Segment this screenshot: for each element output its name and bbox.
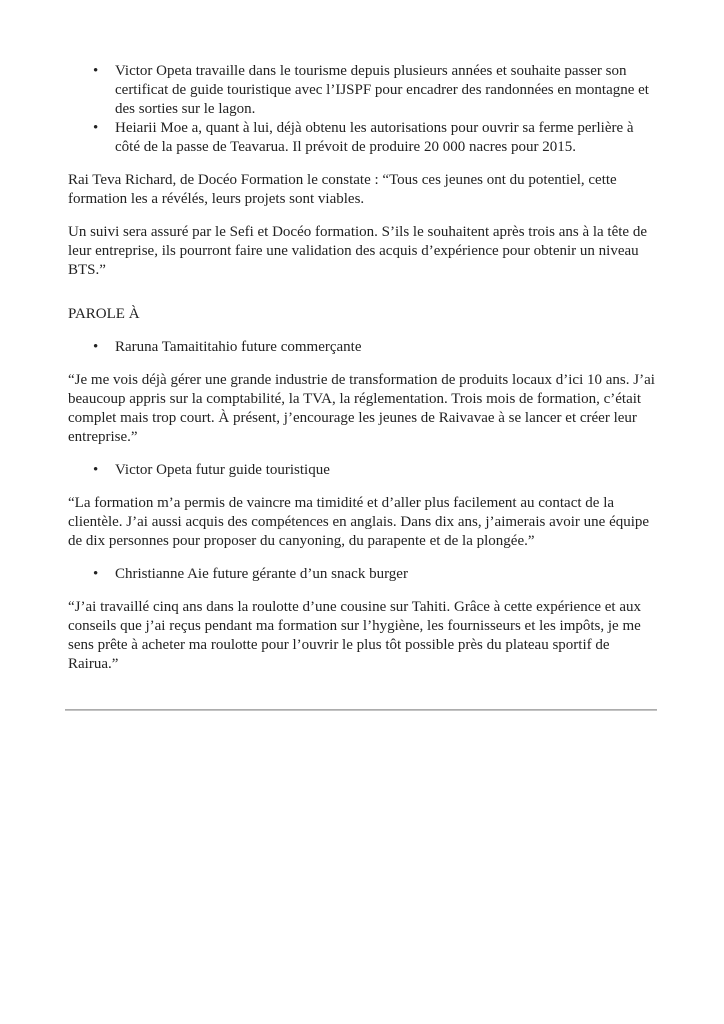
speaker-name-christianne: Christianne Aie future gérante d’un snack burger [115,566,408,582]
speaker-bullet-list-raruna [68,338,657,357]
bullet-text-victor-intro: Victor Opeta travaille dans le tourisme depuis plusieurs années et souhaite passer son certificat de guide touristique avec l’IJSPF pour encadrer des randonnées en montagne et des sorties sur le lagon. [115,63,649,117]
quote-paragraph-victor: “La formation m’a permis de vaincre ma timidité et d’aller plus facilement au contact de la clientèle. J’ai aussi acquis des compétences en anglais. Dans dix ans, j’aimerais avoir une équipe de dix personnes pour proposer du canyoning, du parapente et de la plongée.” [68,495,650,549]
document-content [68,62,657,711]
quote-paragraph-raruna: “Je me vois déjà gérer une grande industrie de transformation de produits locaux d’ici 10 ans. J’ai beaucoup appris sur la comptabilité, la TVA, la réglementation. Trois mois de formation, c’était complet mais trop court. À présent, j’encourage les jeunes de Raivavae à se lancer et créer leur entreprise.” [68,372,655,445]
quote-paragraph-christianne: “J’ai travaillé cinq ans dans la roulotte d’une cousine sur Tahiti. Grâce à cette expérience et aux conseils que j’ai reçus pendant ma formation sur l’hygiène, les fournisseurs et les impôts, je me sens prête à acheter ma roulotte pour l’ouvrir le plus tôt possible près du plateau sportif de Rairua.” [68,599,642,672]
bullet-text-heiarii-intro: Heiarii Moe a, quant à lui, déjà obtenu les autorisations pour ouvrir sa ferme perlière à côté de la passe de Teavarua. Il prévoit de produire 20 000 nacres pour 2015. [115,120,634,155]
list-item [68,461,657,480]
section-heading-parole: PAROLE À [68,306,140,322]
speaker-name-raruna: Raruna Tamaititahio future commerçante [115,339,362,355]
list-item [68,565,657,584]
list-item [68,338,657,357]
paragraph-suivi: Un suivi sera assuré par le Sefi et Docéo formation. S’ils le souhaitent après trois ans à la tête de leur entreprise, ils pourront faire une validation des acquis d’expérience pour obtenir un niveau BTS.” [68,224,647,278]
list-item [68,119,657,157]
horizontal-divider [65,709,657,711]
speaker-name-victor: Victor Opeta futur guide touristique [115,462,330,478]
speaker-bullet-list-christianne [68,565,657,584]
speaker-bullet-list-victor [68,461,657,480]
paragraph-constat: Rai Teva Richard, de Docéo Formation le constate : “Tous ces jeunes ont du potentiel, cette formation les a révélés, leurs projets sont viables. [68,172,617,207]
intro-bullet-list [68,62,657,157]
list-item [68,62,657,119]
